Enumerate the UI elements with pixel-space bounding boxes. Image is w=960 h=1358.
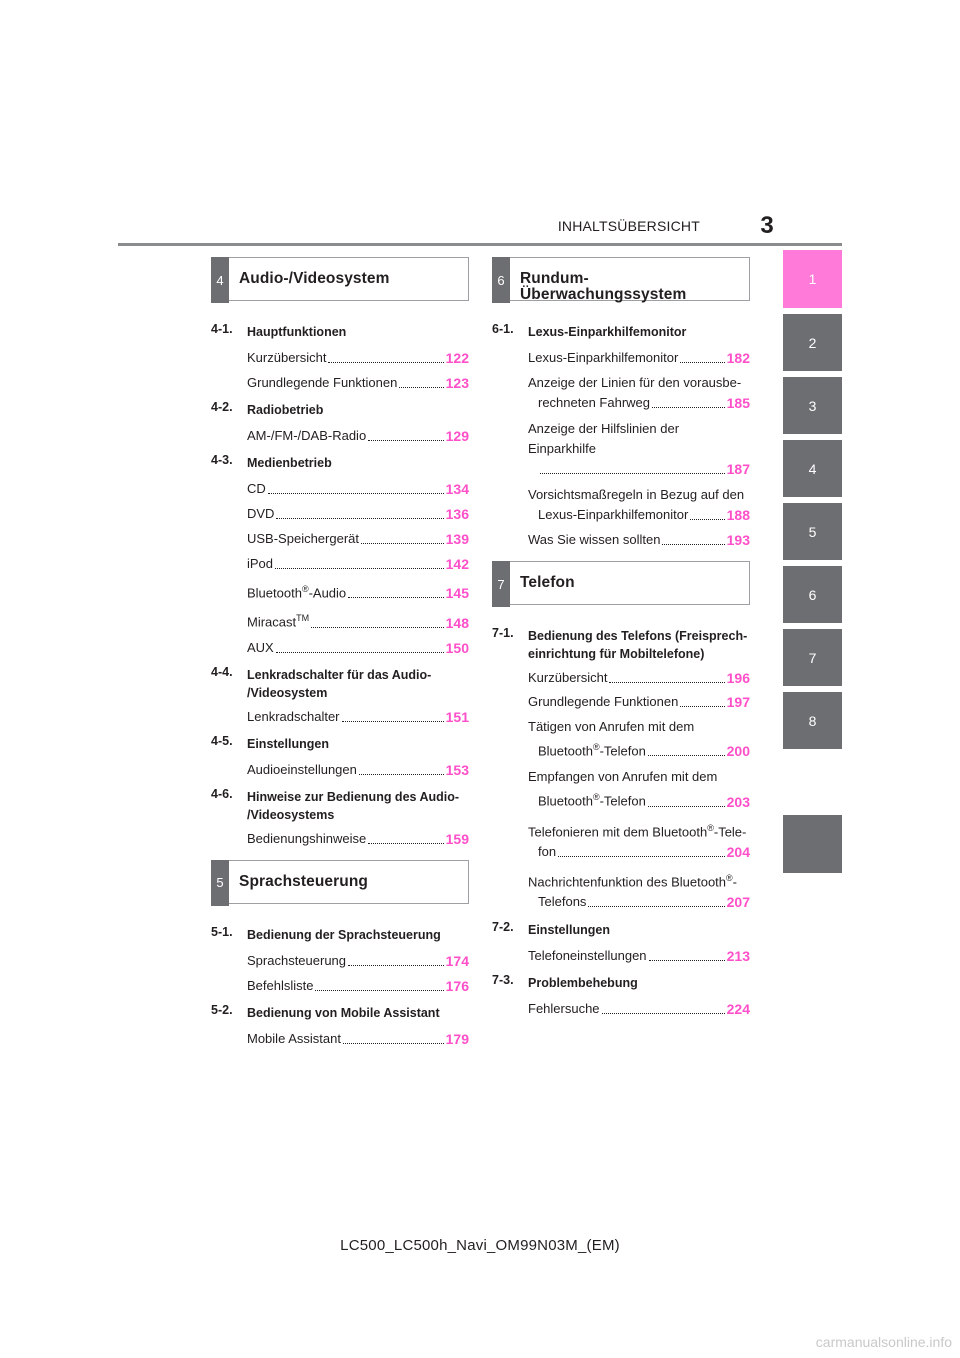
chapter-tabs — [783, 250, 842, 755]
entry-page: 176 — [445, 977, 469, 994]
entry-label: CD — [247, 481, 266, 496]
chapter-title: Bedienung von Mobile Assistant — [247, 1005, 440, 1020]
header-title: INHALTSÜBERSICHT — [557, 218, 700, 234]
chapter-heading — [211, 788, 469, 824]
chapter-heading — [211, 735, 469, 753]
chapter-title: Problembehebung — [528, 976, 638, 991]
entry-label: Bedienungshinweise — [247, 830, 367, 846]
chapter-title: Lenkradschalter für das Audio- — [247, 667, 432, 682]
entry-page: 224 — [726, 1001, 750, 1018]
entry-page: 204 — [726, 843, 750, 860]
chapter-tab-8[interactable]: 8 — [783, 692, 842, 749]
toc-entry[interactable] — [528, 693, 750, 711]
toc-entry[interactable] — [528, 717, 750, 761]
chapter-heading — [492, 323, 750, 341]
header-divider — [118, 243, 842, 246]
section-title: Telefon — [520, 574, 575, 591]
chapter-title: Radiobetrieb — [247, 403, 324, 417]
toc-entry[interactable] — [528, 947, 750, 965]
chapter-tab-6[interactable]: 6 — [783, 566, 842, 623]
toc-entry[interactable] — [247, 952, 469, 970]
chapter-title-line2: /Videosystems — [247, 807, 335, 822]
toc-entry[interactable] — [247, 639, 469, 657]
chapter-heading — [211, 401, 469, 419]
toc-entry[interactable] — [247, 1030, 469, 1048]
registered-mark: ® — [592, 742, 600, 752]
chapter-tab-4[interactable]: 4 — [783, 440, 842, 497]
entry-label: Telefoneinstellungen — [528, 948, 647, 964]
toc-entry[interactable] — [247, 609, 469, 631]
entry-label: Anzeige der Linien für den vorausbe- — [528, 375, 742, 390]
entry-label: Fehlersuche — [528, 1001, 600, 1017]
registered-mark: ® — [726, 872, 733, 883]
toc-entry[interactable] — [247, 349, 469, 367]
chapter-tab-3[interactable]: 3 — [783, 377, 842, 434]
section-header-phone — [492, 561, 750, 605]
entry-label-line2: fon — [538, 843, 557, 859]
chapter-title-line2: /Videosystem — [247, 685, 328, 700]
section-number: 6 — [492, 257, 510, 303]
toc-entry[interactable] — [247, 708, 469, 726]
toc-entry[interactable] — [528, 349, 750, 367]
entry-page: 182 — [726, 350, 750, 366]
entry-label: Sprachsteuerung — [247, 952, 347, 968]
entry-label-suffix: - — [732, 874, 737, 890]
chapter-title: Hauptfunktionen — [247, 325, 347, 339]
registered-mark: ® — [592, 792, 600, 803]
toc-entry[interactable] — [528, 373, 750, 413]
entry-label: USB-Speichergerät — [247, 531, 359, 546]
toc-entry[interactable] — [528, 868, 750, 912]
entry-label: AUX — [247, 639, 274, 655]
chapter-tab-5[interactable]: 5 — [783, 503, 842, 560]
entry-label: iPod — [247, 556, 274, 571]
chapter-heading — [211, 1004, 469, 1022]
toc-entry[interactable] — [247, 580, 469, 602]
toc-entry[interactable] — [247, 977, 469, 995]
entry-page: 193 — [726, 532, 750, 548]
entry-label: Audioeinstellungen — [247, 761, 357, 777]
entry-label-line2: rechneten Fahrweg — [538, 395, 651, 410]
chapter-number: 6-1. — [492, 322, 514, 336]
section-number: 7 — [492, 561, 510, 607]
entry-page: 129 — [445, 428, 469, 444]
entry-page: 200 — [726, 743, 750, 760]
chapter-heading — [211, 926, 469, 944]
toc-entry[interactable] — [528, 1000, 750, 1018]
entry-label: Lenkradschalter — [247, 708, 340, 724]
toc-entry[interactable] — [247, 427, 469, 445]
chapter-number: 4-1. — [211, 322, 233, 336]
entry-label: Nachrichtenfunktion des Bluetooth — [528, 874, 727, 890]
chapter-title: Hinweise zur Bedienung des Audio- — [247, 789, 460, 804]
registered-mark: ® — [707, 822, 714, 833]
entry-page: 134 — [445, 481, 469, 497]
chapter-title: Einstellungen — [528, 923, 610, 938]
chapter-tab-index[interactable] — [783, 815, 842, 873]
section-number: 5 — [211, 860, 229, 906]
entry-label-line2: Lexus-Einparkhilfemonitor — [538, 507, 689, 522]
chapter-title: Medienbetrieb — [247, 456, 332, 470]
entry-label-suffix: -Tele- — [713, 823, 747, 839]
chapter-number: 7-2. — [492, 920, 514, 935]
section-header-surround-view — [492, 257, 750, 301]
chapter-tab-1[interactable]: 1 — [783, 250, 842, 308]
toc-entry[interactable] — [528, 531, 750, 549]
entry-page: 188 — [726, 507, 750, 523]
entry-label-line2: Bluetooth — [538, 743, 593, 759]
chapter-title-line2: einrichtung für Mobiltelefone) — [528, 647, 705, 661]
chapter-tab-2[interactable]: 2 — [783, 314, 842, 371]
page-number: 3 — [760, 212, 774, 239]
chapter-number: 5-2. — [211, 1002, 233, 1017]
toc-entry[interactable] — [247, 555, 469, 573]
entry-page: 142 — [445, 556, 469, 572]
entry-page: 139 — [445, 531, 469, 547]
registered-mark: ® — [301, 584, 309, 594]
entry-label: Empfangen von Anrufen mit dem — [528, 769, 718, 785]
entry-label: Tätigen von Anrufen mit dem — [528, 719, 695, 734]
entry-page: 197 — [726, 694, 750, 710]
toc-entry[interactable] — [247, 480, 469, 498]
section-title: Audio-/Videosystem — [239, 270, 390, 287]
entry-label: DVD — [247, 506, 275, 521]
chapter-number: 7-3. — [492, 973, 514, 988]
left-column — [211, 257, 469, 1048]
entry-label: Lexus-Einparkhilfemonitor — [528, 350, 679, 365]
section-title: Rundum-Überwachungssystem — [520, 270, 687, 303]
entry-page: 203 — [726, 793, 750, 810]
entry-page: 179 — [445, 1030, 469, 1047]
entry-page: 123 — [445, 375, 469, 391]
entry-page: 122 — [445, 350, 469, 366]
chapter-title: Einstellungen — [247, 736, 329, 751]
entry-label-line2: Bluetooth — [538, 793, 593, 809]
entry-label: Mobile Assistant — [247, 1030, 341, 1046]
toc-entry[interactable] — [528, 669, 750, 687]
entry-label: Telefonieren mit dem Bluetooth — [528, 823, 708, 839]
toc-entry[interactable] — [528, 767, 750, 811]
chapter-number: 4-5. — [211, 733, 233, 748]
entry-label-suffix: -Telefon — [599, 793, 646, 809]
toc-entry[interactable] — [247, 505, 469, 523]
chapter-number: 4-4. — [211, 664, 233, 679]
chapter-number: 7-1. — [492, 626, 514, 640]
toc-entry[interactable] — [528, 419, 750, 479]
section-title: Sprachsteuerung — [239, 872, 368, 890]
entry-label: Grundlegende Funktionen — [247, 375, 398, 390]
entry-page: 145 — [445, 585, 469, 602]
chapter-number: 5-1. — [211, 924, 233, 939]
entry-label: Miracast — [247, 614, 297, 630]
entry-page: 159 — [445, 830, 469, 847]
entry-page: 148 — [445, 614, 469, 631]
chapter-heading — [211, 666, 469, 702]
chapter-heading — [492, 627, 750, 663]
entry-page: 213 — [726, 948, 750, 965]
chapter-heading — [492, 921, 750, 939]
entry-label: AM-/FM-/DAB-Radio — [247, 428, 367, 443]
section-number: 4 — [211, 257, 229, 303]
chapter-number: 4-3. — [211, 453, 233, 467]
entry-page: 136 — [445, 506, 469, 522]
entry-label: Anzeige der Hilfslinien der Einparkhilfe — [528, 421, 680, 456]
entry-page: 187 — [726, 461, 750, 477]
entry-page: 153 — [445, 761, 469, 778]
chapter-title: Bedienung des Telefons (Freisprech- — [528, 629, 748, 643]
watermark: carmanualsonline.info — [815, 1334, 952, 1350]
entry-label-line2: Telefons — [538, 894, 587, 910]
chapter-heading — [211, 454, 469, 472]
entry-label-suffix: -Telefon — [599, 743, 646, 759]
section-header-voice — [211, 860, 469, 904]
entry-label: Kurzübersicht — [247, 350, 327, 365]
toc-entry[interactable] — [528, 818, 750, 862]
toc-entry[interactable] — [528, 485, 750, 525]
chapter-heading — [492, 974, 750, 992]
toc-entry[interactable] — [247, 530, 469, 548]
trademark-mark: TM — [296, 613, 310, 624]
chapter-title: Lexus-Einparkhilfemonitor — [528, 325, 687, 339]
entry-label: Kurzübersicht — [528, 670, 608, 685]
chapter-number: 4-6. — [211, 786, 233, 801]
entry-label: Befehlsliste — [247, 977, 314, 993]
toc-entry[interactable] — [247, 830, 469, 848]
entry-label-suffix: -Audio — [308, 585, 347, 601]
entry-label: Grundlegende Funktionen — [528, 694, 679, 709]
chapter-tab-7[interactable]: 7 — [783, 629, 842, 686]
chapter-title: Bedienung der Sprachsteuerung — [247, 927, 441, 942]
section-header-audio — [211, 257, 469, 301]
entry-label: Vorsichtsmaßregeln in Bezug auf den — [528, 487, 745, 502]
entry-page: 196 — [726, 670, 750, 686]
toc-entry[interactable] — [247, 761, 469, 779]
chapter-heading — [211, 323, 469, 341]
footer-doc-code: LC500_LC500h_Navi_OM99N03M_(EM) — [340, 1237, 620, 1254]
right-column — [492, 257, 750, 1018]
chapter-number: 4-2. — [211, 400, 233, 414]
entry-page: 207 — [726, 894, 750, 911]
entry-page: 150 — [445, 639, 469, 656]
entry-label: Was Sie wissen sollten — [528, 532, 661, 547]
entry-page: 185 — [726, 395, 750, 411]
entry-page: 174 — [445, 952, 469, 969]
entry-label: Bluetooth — [247, 585, 302, 601]
entry-page: 151 — [445, 708, 469, 725]
toc-entry[interactable] — [247, 374, 469, 392]
